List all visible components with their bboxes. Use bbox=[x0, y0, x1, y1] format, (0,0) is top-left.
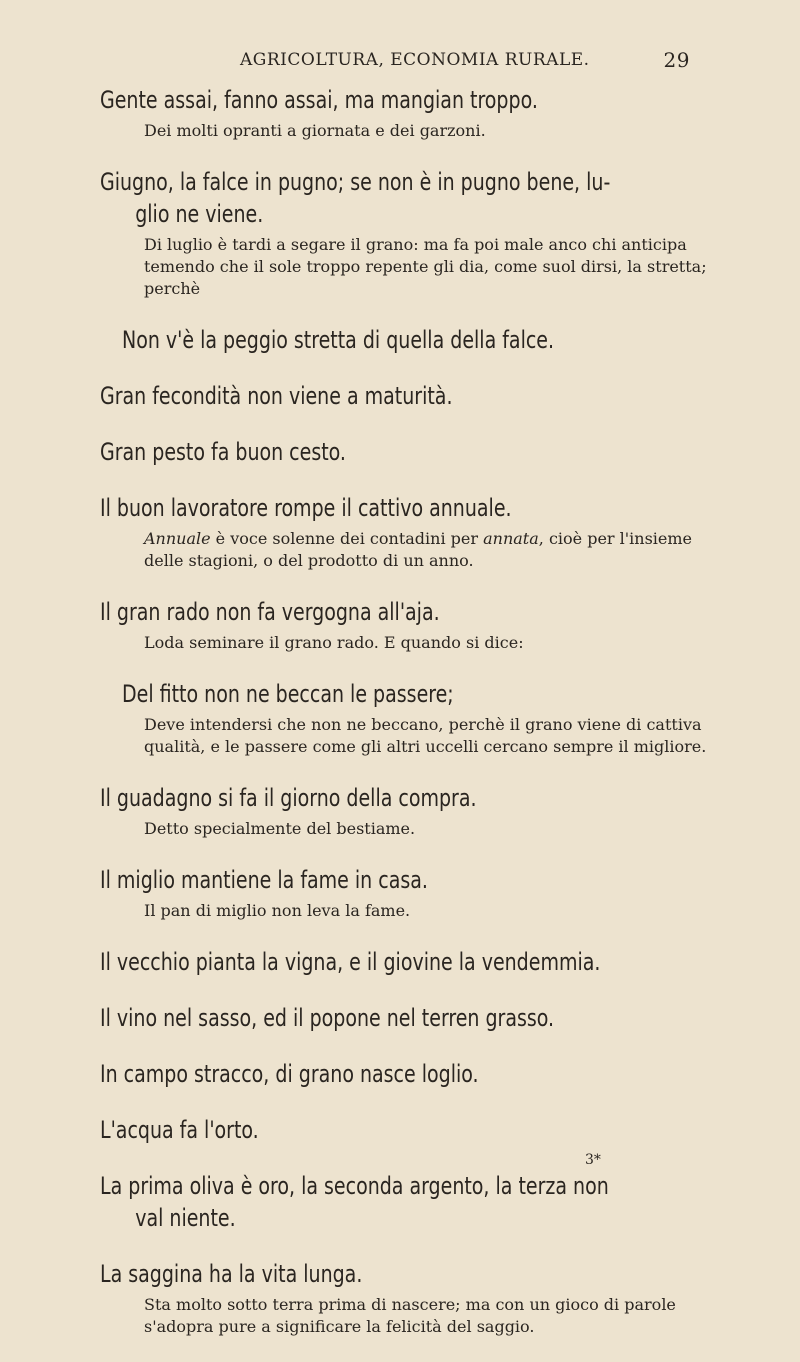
gloss-line: perchè bbox=[144, 279, 201, 298]
proverb: Il buon lavoratore rompe il cattivo annuale. bbox=[100, 494, 512, 522]
gloss-term: annata bbox=[483, 529, 539, 548]
proverb: Del fitto non ne beccan le passere; bbox=[122, 680, 454, 708]
list-item bbox=[100, 596, 710, 654]
list-item bbox=[100, 380, 710, 412]
proverb: In campo stracco, di grano nasce loglio. bbox=[100, 1060, 479, 1088]
proverb-line: La prima oliva è oro, la seconda argento, la terza non bbox=[100, 1172, 609, 1200]
proverb-line: val niente. bbox=[135, 1204, 236, 1232]
proverb: Il vino nel sasso, ed il popone nel terren grasso. bbox=[100, 1004, 555, 1032]
gloss-line: Deve intendersi che non ne beccano, perchè il grano viene di cattiva bbox=[144, 715, 702, 734]
list-item bbox=[100, 864, 710, 922]
proverb: La saggina ha la vita lunga. bbox=[100, 1260, 363, 1288]
list-item bbox=[100, 782, 710, 840]
page-number: 29 bbox=[663, 48, 690, 72]
running-title: AGRICOLTURA, ECONOMIA RURALE. bbox=[240, 50, 590, 70]
gloss-term: Annuale bbox=[144, 529, 211, 548]
proverb: Il guadagno si fa il giorno della compra. bbox=[100, 784, 477, 812]
proverb: Gran pesto fa buon cesto. bbox=[100, 438, 346, 466]
gloss: Il pan di miglio non leva la fame. bbox=[144, 901, 411, 920]
gloss: Detto specialmente del bestiame. bbox=[144, 819, 416, 838]
gloss-line: Di luglio è tardi a segare il grano: ma fa poi male anco chi anticipa bbox=[144, 235, 687, 254]
gloss-text: , cioè per l'insieme bbox=[538, 529, 693, 548]
gloss-line bbox=[144, 528, 710, 550]
gloss-line: Sta molto sotto terra prima di nascere; ma con un gioco di parole bbox=[144, 1295, 676, 1314]
list-item bbox=[100, 1258, 710, 1338]
gloss-line: s'adopra pure a significare la felicità del saggio. bbox=[144, 1317, 535, 1336]
gloss-text: è voce solenne dei contadini per bbox=[210, 529, 484, 548]
list-item bbox=[100, 946, 710, 978]
proverb bbox=[100, 1170, 707, 1234]
proverb: Il miglio mantiene la fame in casa. bbox=[100, 866, 428, 894]
list-item bbox=[100, 436, 710, 468]
gloss-line: delle stagioni, o del prodotto di un anno. bbox=[144, 551, 474, 570]
list-item bbox=[100, 1170, 710, 1234]
proverb: Il vecchio pianta la vigna, e il giovine la vendemmia. bbox=[100, 948, 601, 976]
gloss-line: qualità, e le passere come gli altri uccelli cercano sempre il migliore. bbox=[144, 737, 707, 756]
list-item bbox=[100, 1058, 710, 1090]
list-item bbox=[100, 678, 710, 758]
list-item bbox=[100, 1114, 710, 1146]
gloss bbox=[100, 528, 710, 572]
gloss bbox=[100, 1294, 710, 1338]
proverb: Non v'è la peggio stretta di quella della falce. bbox=[122, 326, 555, 354]
proverb: Gran fecondità non viene a maturità. bbox=[100, 382, 453, 410]
proverb-line: glio ne viene. bbox=[135, 200, 264, 228]
proverb bbox=[100, 166, 707, 230]
proverb-line: Giugno, la falce in pugno; se non è in pugno bene, lu- bbox=[100, 168, 611, 196]
list-item bbox=[100, 84, 710, 142]
list-item bbox=[100, 492, 710, 572]
gloss: Dei molti opranti a giornata e dei garzoni. bbox=[144, 121, 486, 140]
signature-mark: 3* bbox=[585, 1152, 601, 1168]
proverb: Gente assai, fanno assai, ma mangian troppo. bbox=[100, 86, 538, 114]
gloss: Loda seminare il grano rado. E quando si dice: bbox=[144, 633, 524, 652]
proverb: Il gran rado non fa vergogna all'aja. bbox=[100, 598, 440, 626]
list-item bbox=[100, 166, 710, 300]
gloss bbox=[100, 714, 710, 758]
gloss-line: temendo che il sole troppo repente gli dia, come suol dirsi, la stretta; bbox=[144, 257, 707, 276]
proverb-list bbox=[100, 84, 710, 1362]
proverb: L'acqua fa l'orto. bbox=[100, 1116, 259, 1144]
gloss bbox=[100, 234, 710, 300]
list-item bbox=[100, 324, 710, 356]
list-item bbox=[100, 1002, 710, 1034]
